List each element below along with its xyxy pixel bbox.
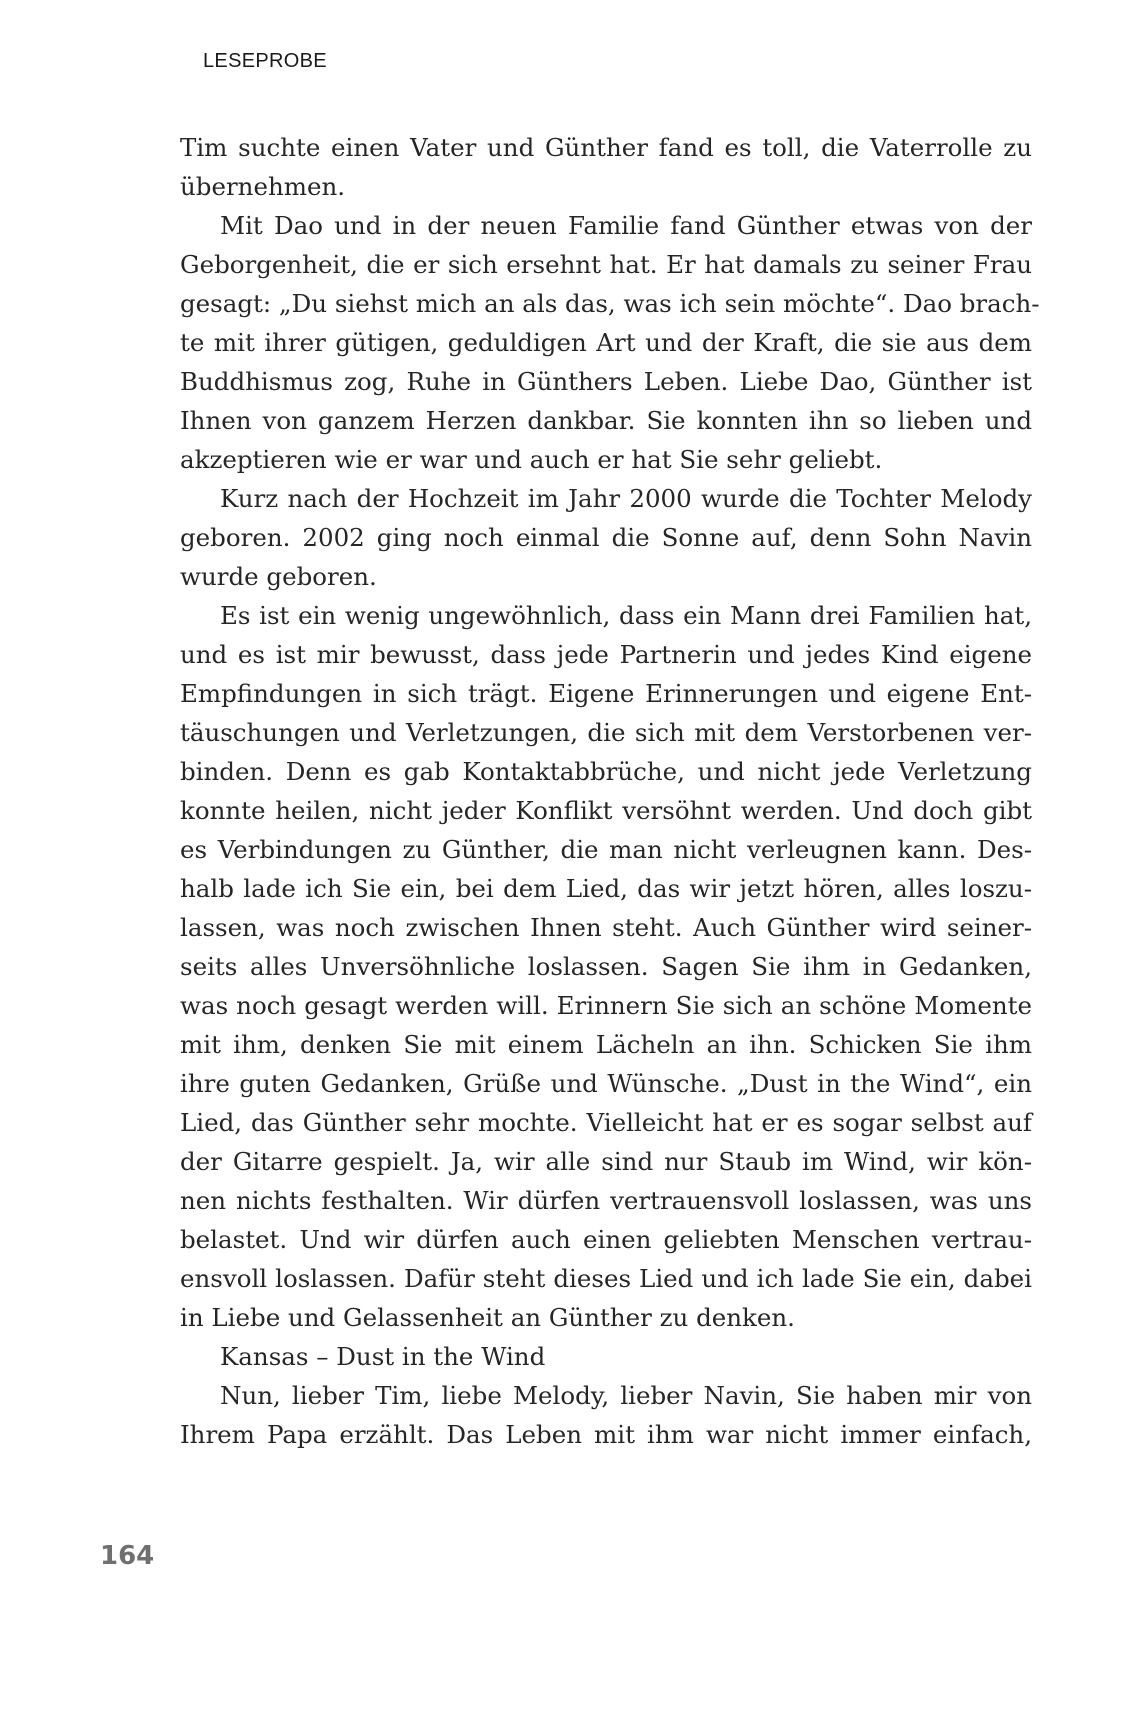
text-line: mit ihm, denken Sie mit einem Lächeln an ihn. Schicken Sie ihm [180,1030,1032,1059]
text-line: te mit ihrer gütigen, geduldigen Art und der Kraft, die sie aus dem [180,328,1032,357]
text-line: akzeptieren wie er war und auch er hat Sie sehr geliebt. [180,445,883,474]
text-line: übernehmen. [180,172,346,201]
body-text [180,128,1040,1454]
text-line: binden. Denn es gab Kontaktabbrüche, und nicht jede Verletzung [180,757,1032,786]
text-line: Lied, das Günther sehr mochte. Vielleicht hat er es sogar selbst auf [180,1108,1032,1137]
text-line: Empfindungen in sich trägt. Eigene Erinnerungen und eigene Ent- [180,679,1032,708]
text-line: konnte heilen, nicht jeder Konflikt versöhnt werden. Und doch gibt [180,796,1032,825]
running-header: LESEPROBE [203,50,327,72]
text-line: wurde geboren. [180,562,377,591]
text-line: seits alles Unversöhnliche loslassen. Sagen Sie ihm in Gedanken, [180,952,1032,981]
text-line: Ihrem Papa erzählt. Das Leben mit ihm war nicht immer einfach, [180,1420,1032,1449]
text-line: der Gitarre gespielt. Ja, wir alle sind nur Staub im Wind, wir kön- [180,1147,1032,1176]
text-line: täuschungen und Verletzungen, die sich mit dem Verstorbenen ver- [180,718,1032,747]
text-line: nen nichts festhalten. Wir dürfen vertrauensvoll loslassen, was uns [180,1186,1032,1215]
text-line: es Verbindungen zu Günther, die man nicht verleugnen kann. Des- [180,835,1032,864]
text-line: Ihnen von ganzem Herzen dankbar. Sie konnten ihn so lieben und [180,406,1032,435]
text-line: und es ist mir bewusst, dass jede Partnerin und jedes Kind eigene [180,640,1032,669]
text-line: Nun, lieber Tim, liebe Melody, lieber Navin, Sie haben mir von [220,1381,1032,1410]
text-line: Buddhismus zog, Ruhe in Günthers Leben. Liebe Dao, Günther ist [180,367,1032,396]
text-line: Kurz nach der Hochzeit im Jahr 2000 wurde die Tochter Melody [220,484,1032,513]
text-line: Kansas – Dust in the Wind [220,1342,546,1371]
text-line: gesagt: „Du siehst mich an als das, was ich sein möchte“. Dao brach- [180,289,1040,318]
text-line: Mit Dao und in der neuen Familie fand Günther etwas von der [220,211,1032,240]
text-line: Geborgenheit, die er sich ersehnt hat. Er hat damals zu seiner Frau [180,250,1032,279]
text-line: was noch gesagt werden will. Erinnern Sie sich an schöne Momente [180,991,1032,1020]
text-line: Tim suchte einen Vater und Günther fand es toll, die Vaterrolle zu [180,133,1032,162]
page-number: 164 [100,1541,155,1571]
text-line: halb lade ich Sie ein, bei dem Lied, das wir jetzt hören, alles loszu- [180,874,1032,903]
text-line: Es ist ein wenig ungewöhnlich, dass ein Mann drei Familien hat, [220,601,1032,630]
text-line: lassen, was noch zwischen Ihnen steht. Auch Günther wird seiner- [180,913,1032,942]
text-line: belastet. Und wir dürfen auch einen geliebten Menschen vertrau- [180,1225,1032,1254]
text-line: ihre guten Gedanken, Grüße und Wünsche. „Dust in the Wind“, ein [180,1069,1032,1098]
text-line: geboren. 2002 ging noch einmal die Sonne auf, denn Sohn Navin [180,523,1032,552]
text-line: ensvoll loslassen. Dafür steht dieses Lied und ich lade Sie ein, dabei [180,1264,1032,1293]
text-line: in Liebe und Gelassenheit an Günther zu denken. [180,1303,795,1332]
